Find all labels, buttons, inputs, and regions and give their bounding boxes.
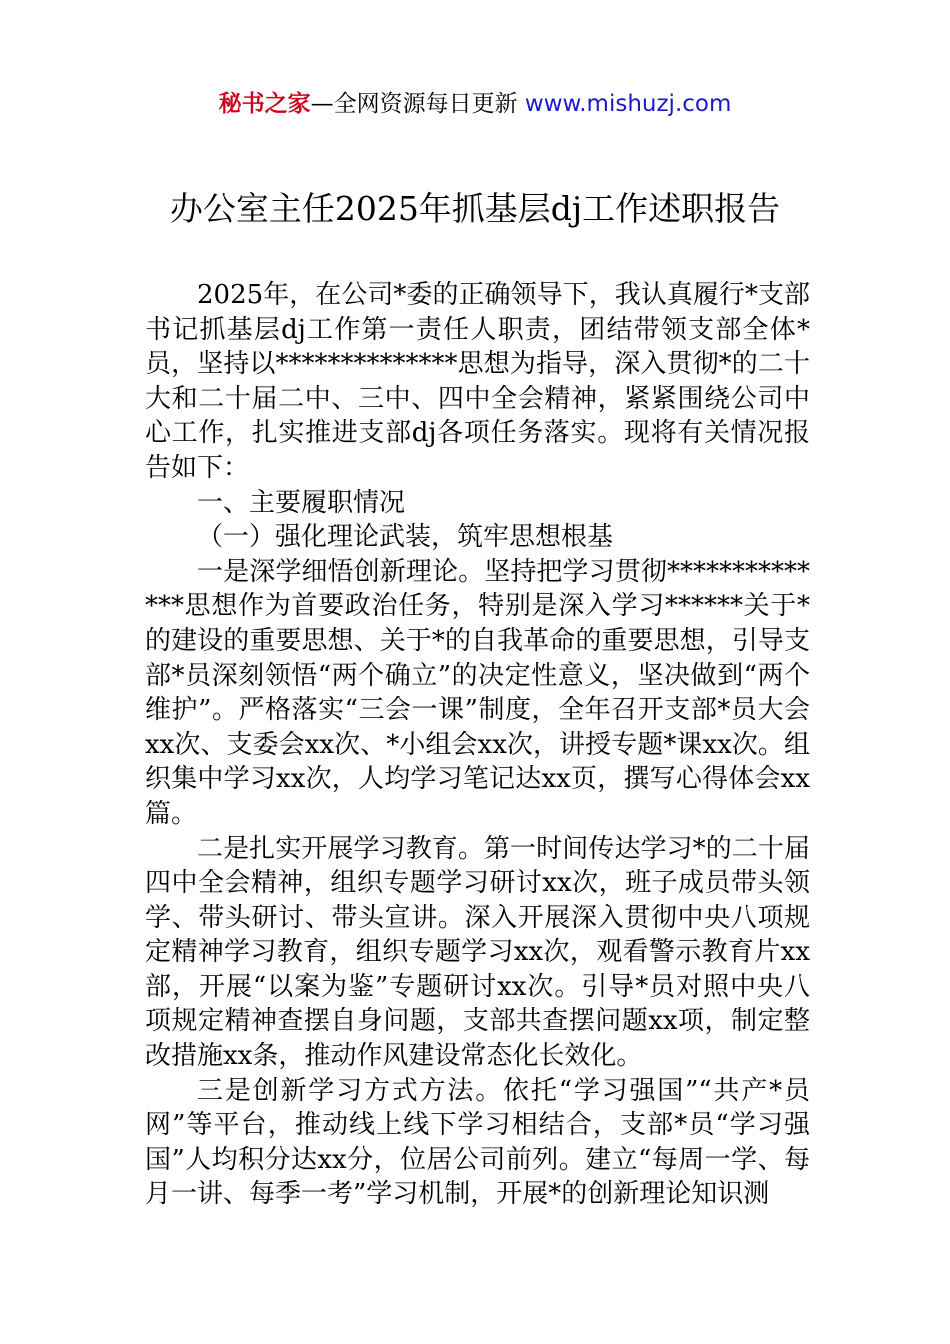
site-header — [0, 86, 950, 122]
section-heading: 一、主要履职情况 — [197, 487, 406, 518]
body-paragraph: 一是深学细悟创新理论。坚持把学习贯彻**************思想作为首要政治任务，特别是深入学习******关于*的建设的重要思想、关于*的自我革命的重要思想，引导支部*员深刻领悟“两个确立”的决定性意义，坚决做到“两个维护”。严格落实“三会一课”制度，全年召开支部*员大会xx次、支委会xx次、*小组会xx次，讲授专题*课xx次。组织集中学习xx次，人均学习笔记达xx页，撰写心得体会xx篇。 — [145, 556, 810, 829]
body-paragraph: 二是扎实开展学习教育。第一时间传达学习*的二十届四中全会精神，组织专题学习研讨xx次，班子成员带头领学、带头研讨、带头宣讲。深入开展深入贯彻中央八项规定精神学习教育，组织专题学习xx次，观看警示教育片xx部，开展“以案为鉴”专题研讨xx次。引导*员对照中央八项规定精神查摆自身问题，支部共查摆问题xx项，制定整改措施xx条，推动作风建设常态化长效化。 — [145, 833, 810, 1072]
intro-paragraph: 2025年，在公司*委的正确领导下，我认真履行*支部书记抓基层dj工作第一责任人职责，团结带领支部全体*员，坚持以**************思想为指导，深入贯彻*的二十大和二十届二中、三中、四中全会精神，紧紧围绕公司中心工作，扎实推进支部dj各项任务落实。现将有关情况报告如下： — [145, 280, 810, 483]
header-tagline: —全网资源每日更新 — [310, 91, 518, 117]
site-url-link[interactable]: www.mishuzj.com — [524, 91, 732, 117]
brand-name: 秘书之家 — [218, 91, 311, 117]
subsection-heading: （一）强化理论武装，筑牢思想根基 — [197, 522, 614, 553]
document-body — [145, 278, 810, 1212]
body-paragraph: 三是创新学习方式方法。依托“学习强国”“共产*员网”等平台，推动线上线下学习相结合，支部*员“学习强国”人均积分达xx分，位居公司前列。建立“每周一学、每月一讲、每季一考”学习机制，开展*的创新理论知识测 — [145, 1075, 810, 1210]
document-title: 办公室主任2025年抓基层dj工作述职报告 — [169, 189, 781, 228]
